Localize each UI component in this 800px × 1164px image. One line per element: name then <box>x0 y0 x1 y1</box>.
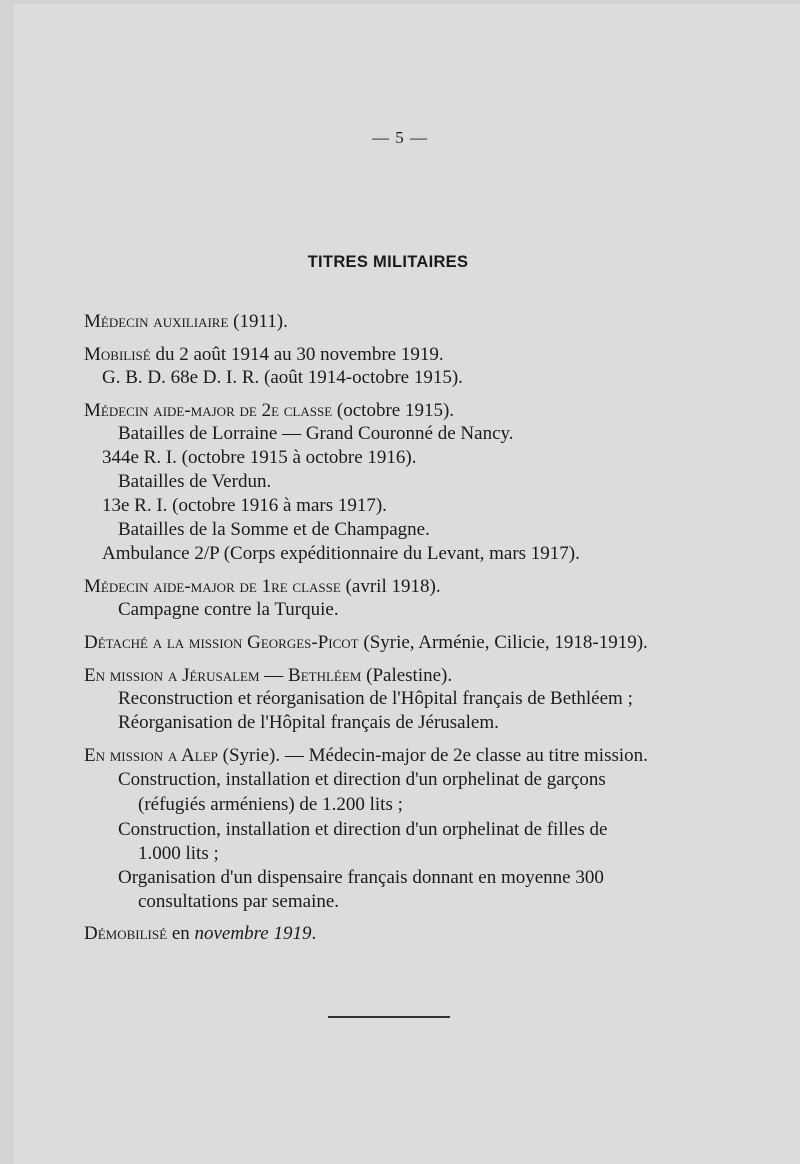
entry-line: Reconstruction et réorganisation de l'Hôpital français de Bethléem ; <box>118 688 633 709</box>
entry-aide-major-2e: Médecin aide-major de 2e classe (octobre 1915). <box>84 400 455 421</box>
entry-line: Batailles de la Somme et de Champagne. <box>118 519 430 540</box>
entry-line: Campagne contre la Turquie. <box>118 599 339 620</box>
entry-mobilise: Mobilisé du 2 août 1914 au 30 novembre 1919. <box>84 344 444 365</box>
entry-line: (réfugiés arméniens) de 1.200 lits ; <box>138 794 403 815</box>
entry-alep: En mission a Alep (Syrie). — Médecin-major de 2e classe au titre mission. <box>84 745 648 766</box>
entry-line: Organisation d'un dispensaire français donnant en moyenne 300 <box>118 867 604 888</box>
page-number: — 5 — <box>372 128 428 147</box>
entry-jerusalem: En mission a Jérusalem — Bethléem (Palestine). <box>84 665 453 686</box>
entry-line: G. B. D. 68e D. I. R. (août 1914-octobre 1915). <box>102 367 463 388</box>
closing-rule <box>328 1016 450 1018</box>
entry-line: 13e R. I. (octobre 1916 à mars 1917). <box>102 495 387 516</box>
entry-aide-major-1re: Médecin aide-major de 1re classe (avril 1918). <box>84 576 441 597</box>
entry-line: Batailles de Lorraine — Grand Couronné de Nancy. <box>118 423 514 444</box>
entry-line: Construction, installation et direction d'un orphelinat de filles de <box>118 819 608 840</box>
entry-medecin-auxiliaire: Médecin auxiliaire (1911). <box>84 311 288 332</box>
entry-line: Ambulance 2/P (Corps expéditionnaire du Levant, mars 1917). <box>102 543 580 564</box>
entry-line: 1.000 lits ; <box>138 843 219 864</box>
entry-line: 344e R. I. (octobre 1915 à octobre 1916). <box>102 447 417 468</box>
entry-line: Réorganisation de l'Hôpital français de Jérusalem. <box>118 712 499 733</box>
entry-demobilise: Démobilisé en novembre 1919. <box>84 923 317 944</box>
entry-detache: Détaché a la mission Georges-Picot (Syrie, Arménie, Cilicie, 1918-1919). <box>84 632 648 653</box>
entry-line: Construction, installation et direction d'un orphelinat de garçons <box>118 769 606 790</box>
section-title: TITRES MILITAIRES <box>307 253 469 271</box>
entry-line: Batailles de Verdun. <box>118 471 272 492</box>
entry-line: consultations par semaine. <box>138 891 340 912</box>
